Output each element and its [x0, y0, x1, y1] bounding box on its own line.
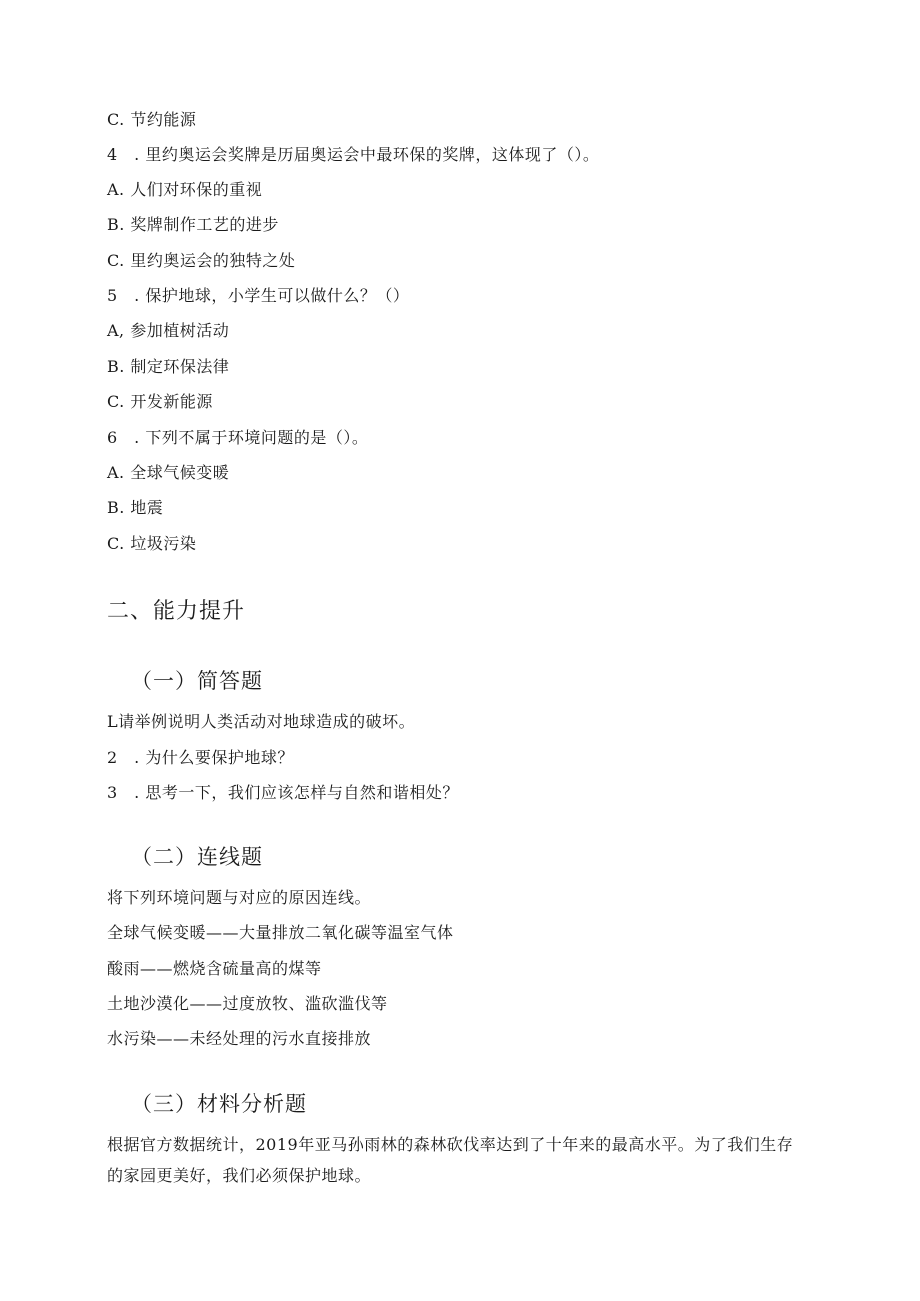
- option-5a: A, 参加植树活动: [107, 321, 230, 340]
- matching-item-4: 水污染——未经处理的污水直接排放: [107, 1029, 372, 1048]
- material-paragraph-line-2: 的家园更美好，我们必须保护地球。: [107, 1166, 372, 1185]
- option-4c: C. 里约奥运会的独特之处: [107, 251, 296, 270]
- material-paragraph-line-1: 根据官方数据统计，2019年亚马孙雨林的森林砍伐率达到了十年来的最高水平。为了我们生存: [107, 1135, 794, 1154]
- option-5b: B. 制定环保法律: [107, 357, 230, 376]
- matching-item-1: 全球气候变暖——大量排放二氧化碳等温室气体: [107, 923, 454, 942]
- option-4a: A. 人们对环保的重视: [107, 180, 263, 199]
- option-6c: C. 垃圾污染: [107, 534, 197, 553]
- matching-item-2: 酸雨——燃烧含硫量高的煤等: [107, 959, 322, 978]
- subsection-material-title: （三）材料分析题: [131, 1092, 307, 1116]
- matching-item-3: 土地沙漠化——过度放牧、滥砍滥伐等: [107, 994, 388, 1013]
- question-6: 6 . 下列不属于环境问题的是（）。: [107, 428, 369, 447]
- short-answer-q2: 2 . 为什么要保护地球？: [107, 748, 294, 767]
- subsection-matching-title: （二）连线题: [131, 845, 263, 869]
- option-4b: B. 奖牌制作工艺的进步: [107, 215, 279, 234]
- option-6a: A. 全球气候变暖: [107, 463, 230, 482]
- short-answer-q3: 3 . 思考一下，我们应该怎样与自然和谐相处？: [107, 783, 459, 802]
- subsection-short-answer-title: （一）简答题: [131, 669, 263, 693]
- question-4: 4 . 里约奥运会奖牌是历届奥运会中最环保的奖牌，这体现了（）。: [107, 145, 600, 164]
- option-5c: C. 开发新能源: [107, 392, 213, 411]
- question-5: 5 . 保护地球，小学生可以做什么？（）: [107, 286, 410, 305]
- short-answer-q1: L请举例说明人类活动对地球造成的破坏。: [107, 712, 416, 731]
- section-title: 二、能力提升: [107, 599, 246, 624]
- option-6b: B. 地震: [107, 498, 164, 517]
- matching-instruction: 将下列环境问题与对应的原因连线。: [107, 888, 372, 907]
- option-3c: C. 节约能源: [107, 110, 197, 129]
